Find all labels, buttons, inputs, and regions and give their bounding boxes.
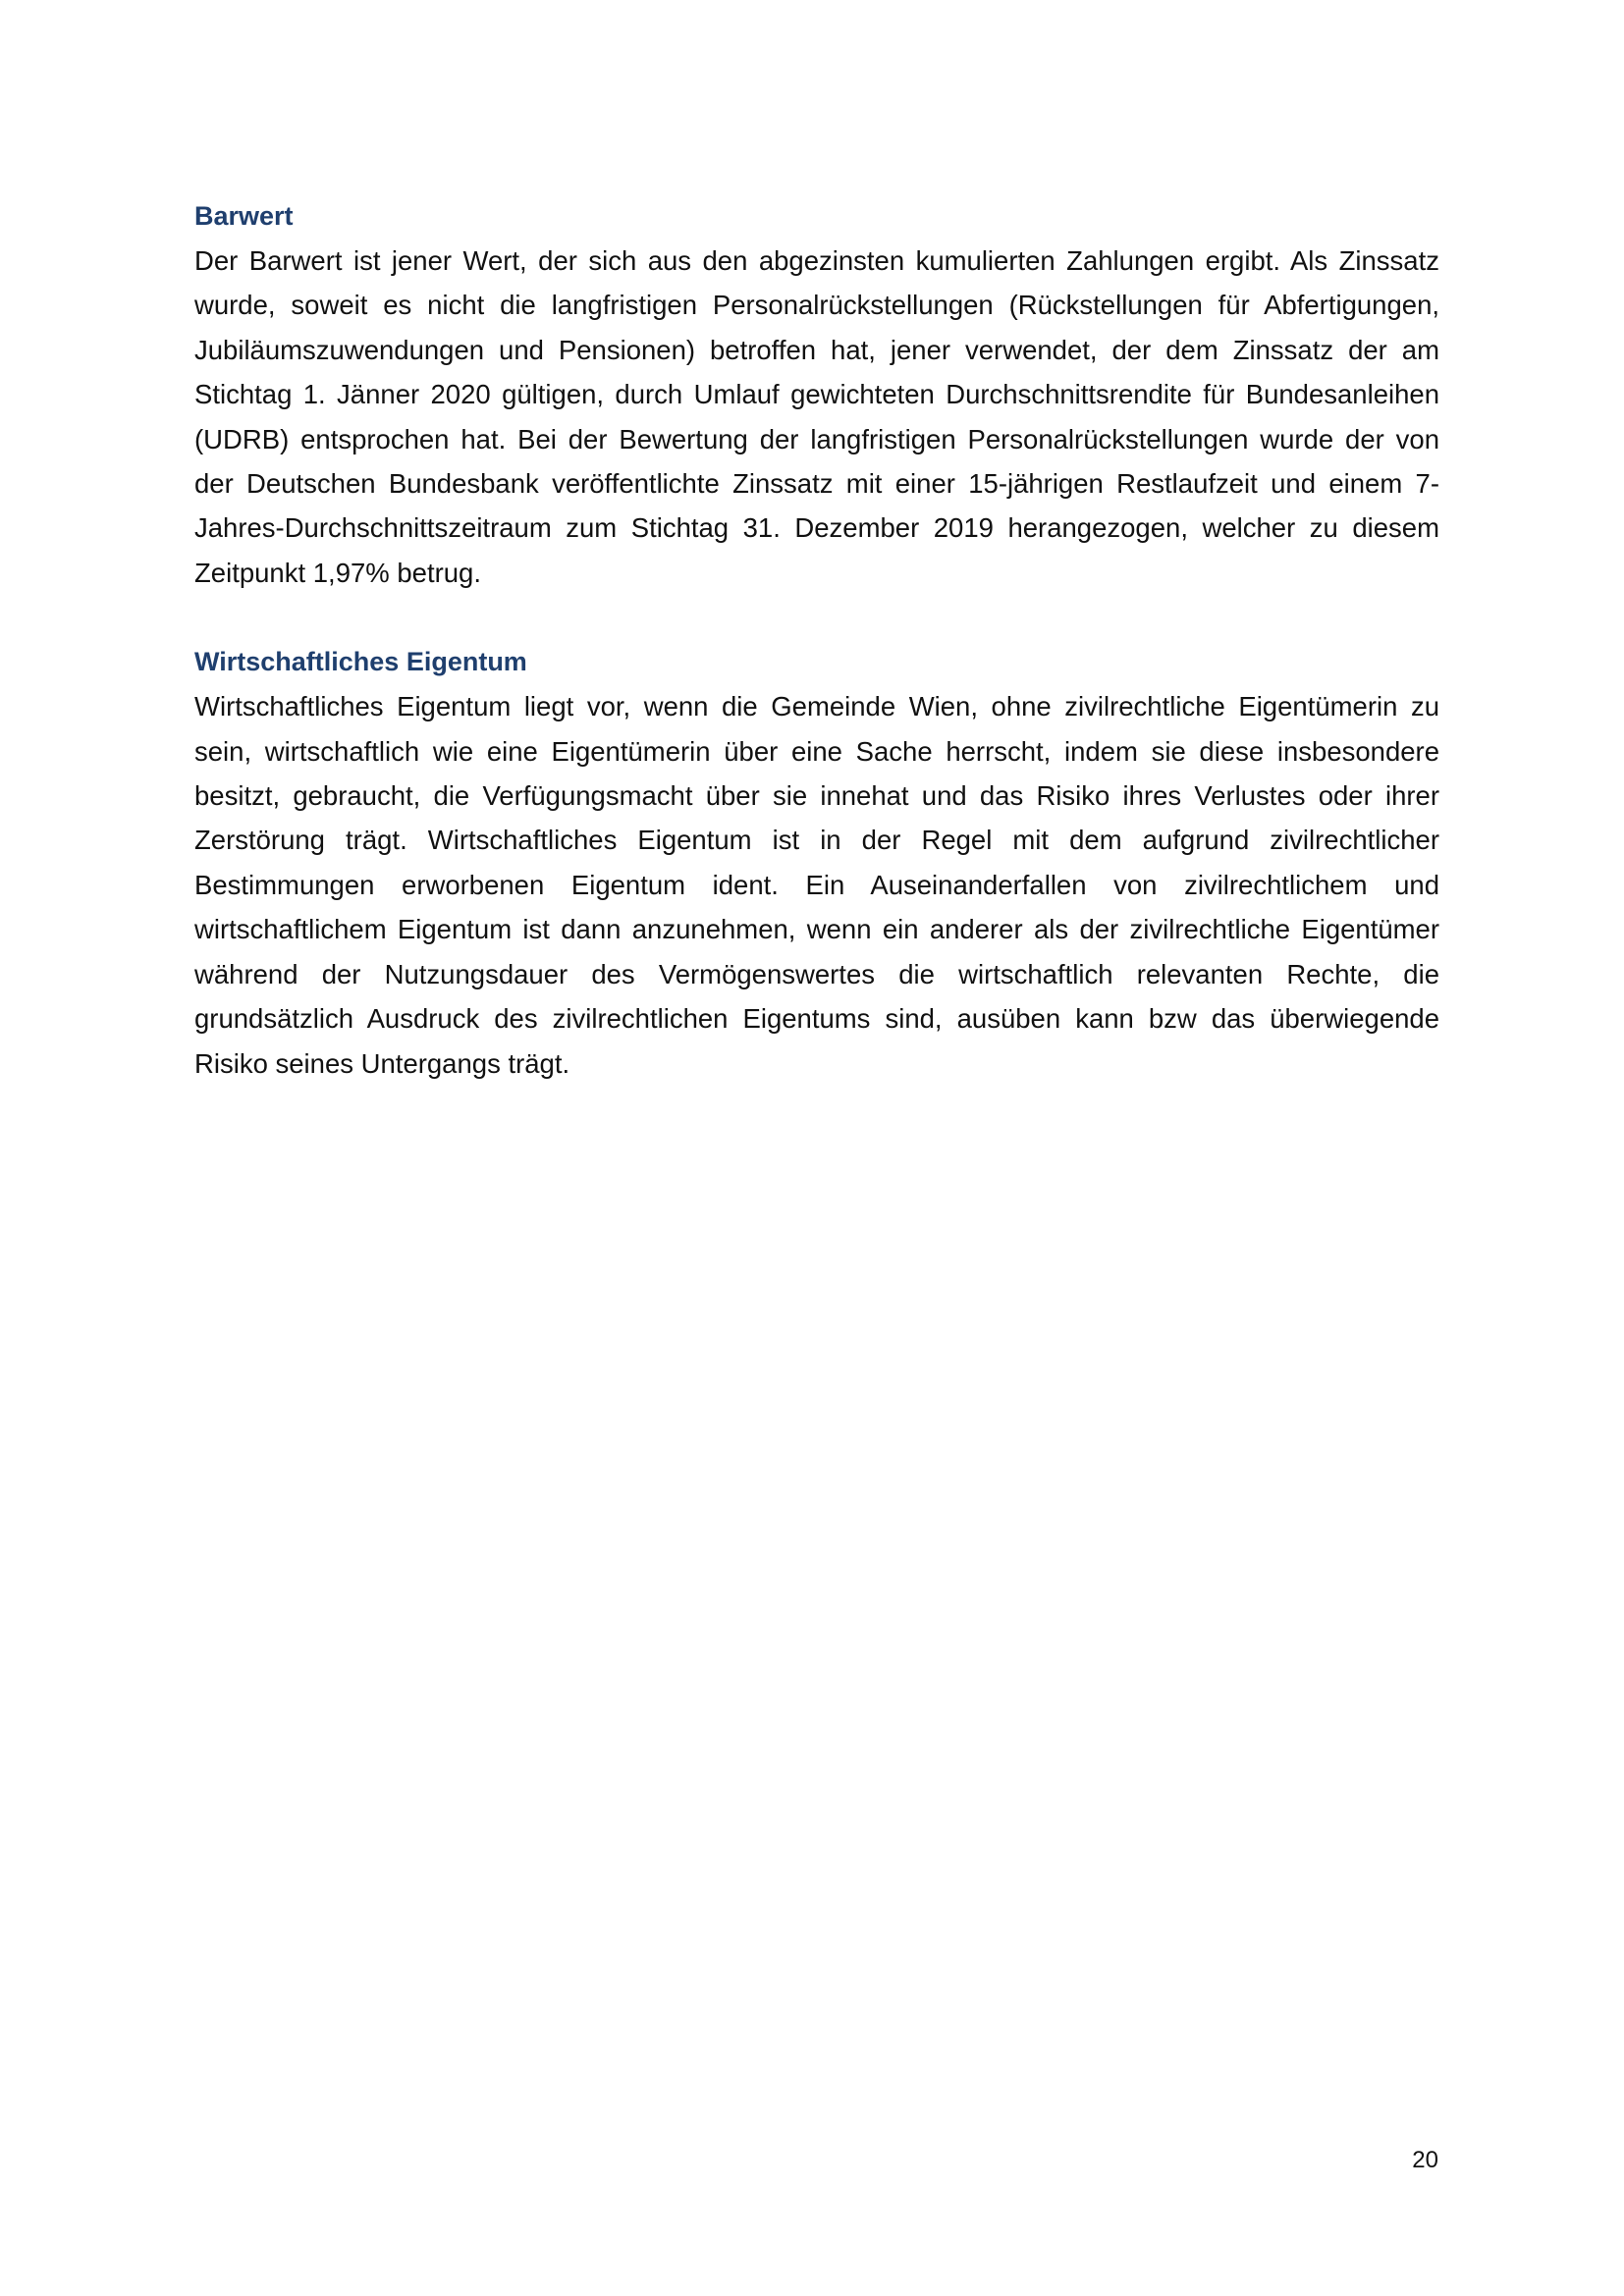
- section-wirtschaftliches-eigentum: [194, 640, 1439, 1086]
- section-barwert: [194, 194, 1439, 595]
- page-number: 20: [1412, 2147, 1438, 2173]
- section-heading: Wirtschaftliches Eigentum: [194, 647, 527, 677]
- section-heading: Barwert: [194, 201, 294, 231]
- document-body: [194, 194, 1439, 1131]
- section-paragraph: Der Barwert ist jener Wert, der sich aus den abgezinsten kumulierten Zahlungen ergibt. Als Zinssatz wurde, soweit es nicht die langfristigen Personalrückstellungen (Rückstellungen für Abfertigungen, Jubiläumszuwendungen und Pensionen) betroffen hat, jener verwendet, der dem Zinssatz der am Stichtag 1. Jänner 2020 gültigen, durch Umlauf gewichteten Durchschnittsrendite für Bundesanleihen (UDRB) entsprochen hat. Bei der Bewertung der langfristigen Personalrückstellungen wurde der von der Deutschen Bundesbank veröffentlichte Zinssatz mit einer 15-jährigen Restlaufzeit und einem 7-Jahres-Durchschnittszeitraum zum Stichtag 31. Dezember 2019 herangezogen, welcher zu diesem Zeitpunkt 1,97% betrug.: [194, 245, 1439, 588]
- section-paragraph: Wirtschaftliches Eigentum liegt vor, wenn die Gemeinde Wien, ohne zivilrechtliche Eigentümerin zu sein, wirtschaftlich wie eine Eigentümerin über eine Sache herrscht, indem sie diese insbesondere besitzt, gebraucht, die Verfügungsmacht über sie innehat und das Risiko ihres Verlustes oder ihrer Zerstörung trägt. Wirtschaftliches Eigentum ist in der Regel mit dem aufgrund zivilrechtlicher Bestimmungen erworbenen Eigentum ident. Ein Auseinanderfallen von zivilrechtlichem und wirtschaftlichem Eigentum ist dann anzunehmen, wenn ein anderer als der zivilrechtliche Eigentümer während der Nutzungsdauer des Vermögenswertes die wirtschaftlich relevanten Rechte, die grundsätzlich Ausdruck des zivilrechtlichen Eigentums sind, ausüben kann bzw das überwiegende Risiko seines Untergangs trägt.: [194, 691, 1439, 1079]
